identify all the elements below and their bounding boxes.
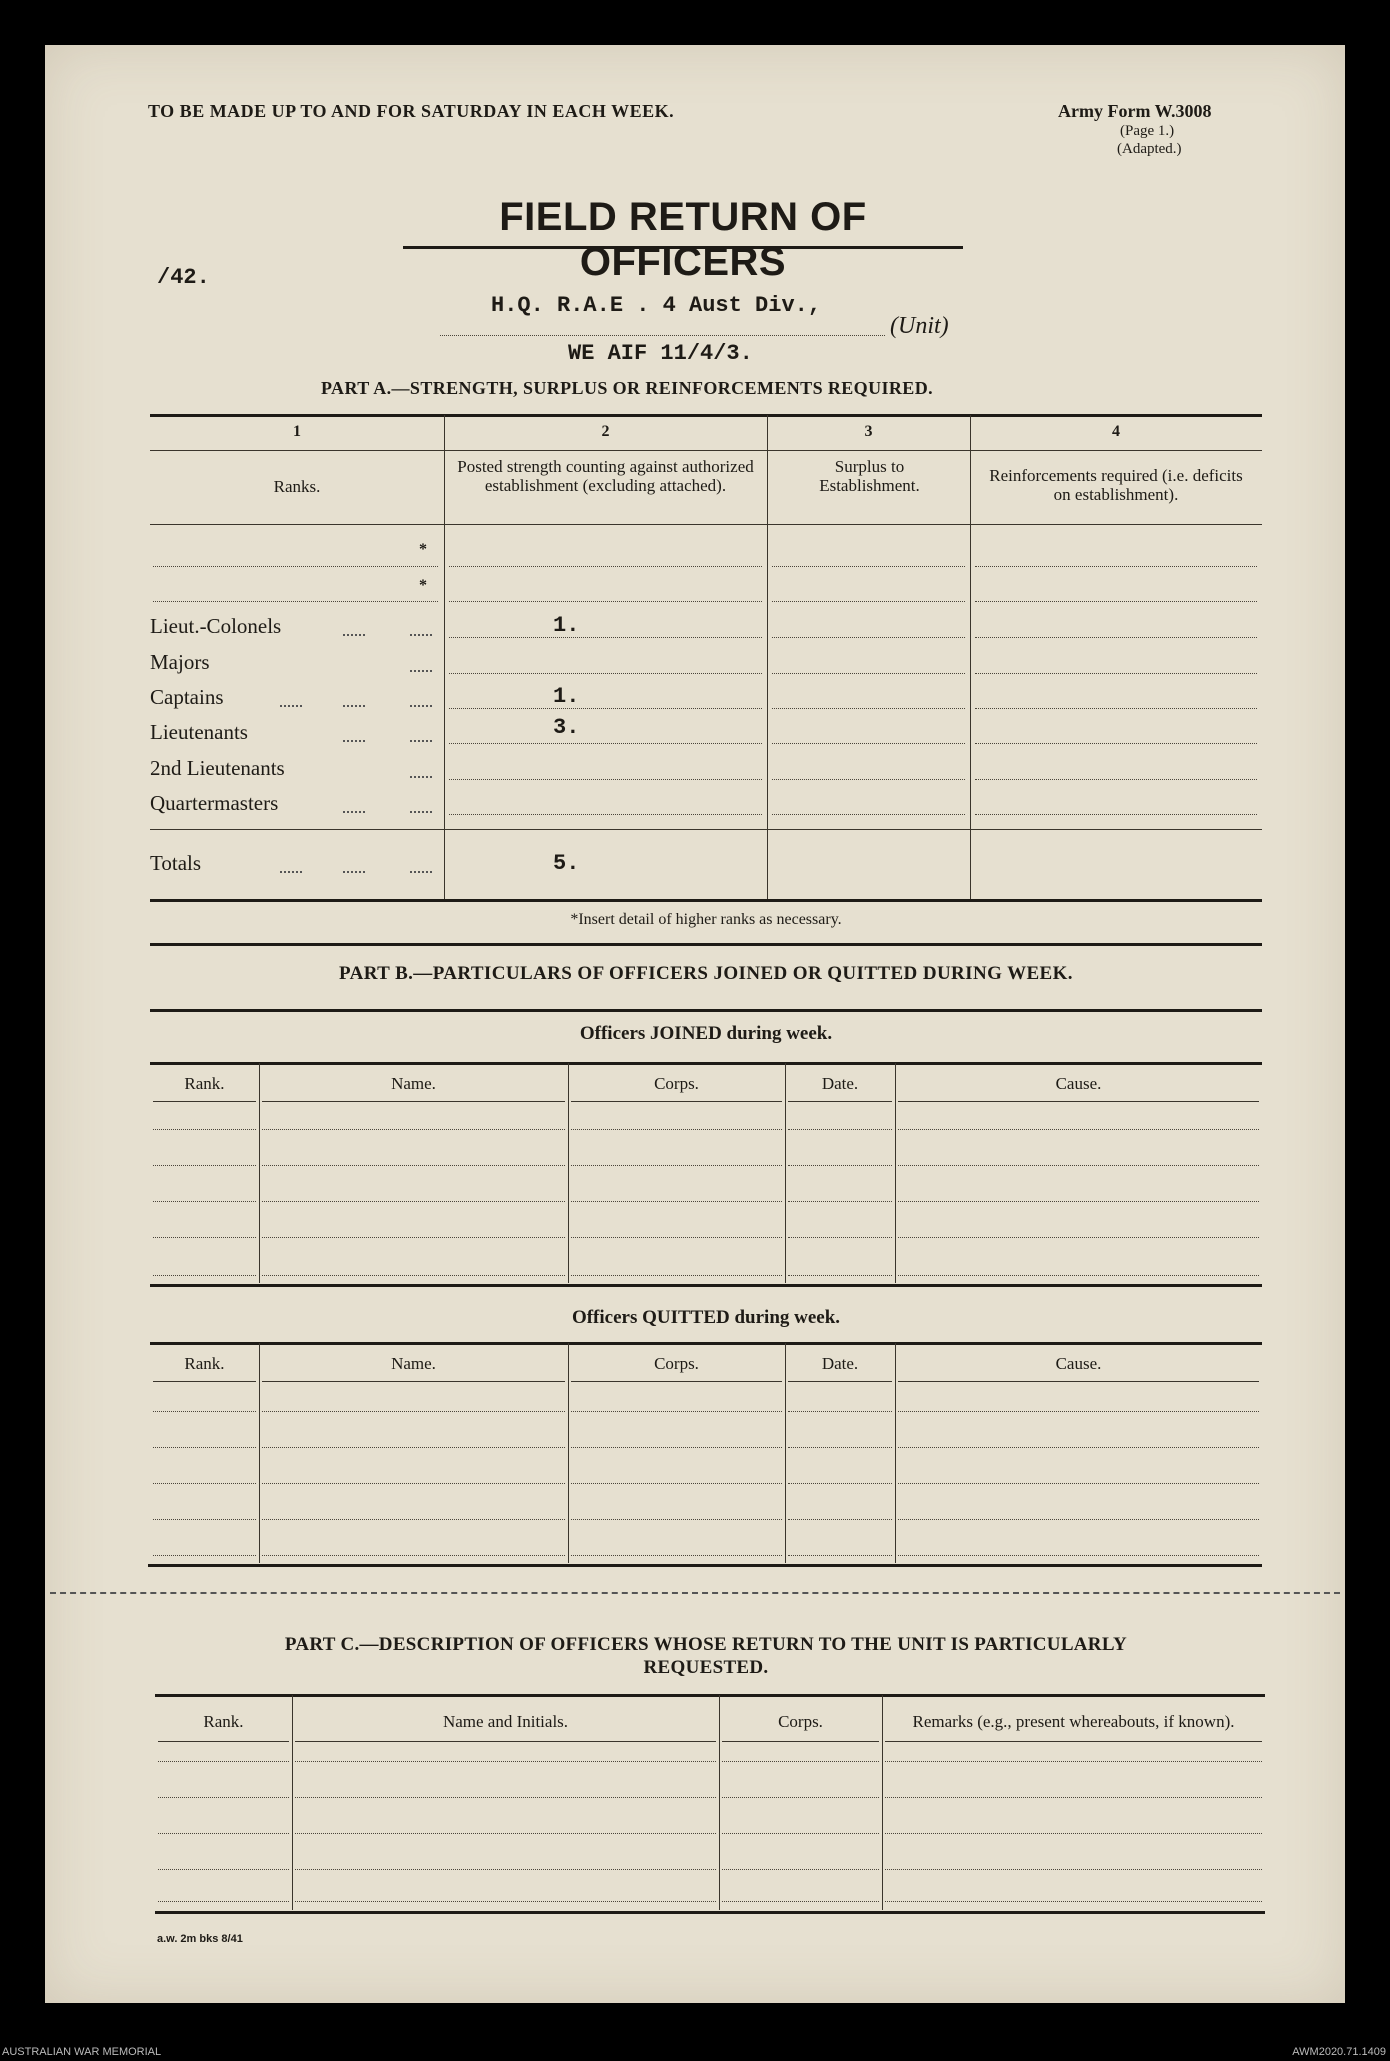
row-line xyxy=(571,1519,782,1520)
row-line xyxy=(262,1275,565,1276)
row-line xyxy=(153,1555,256,1556)
col-header-ranks: Ranks. xyxy=(273,477,321,496)
row-line xyxy=(885,1833,1262,1834)
row-line xyxy=(295,1833,716,1834)
strength-value: 3. xyxy=(553,715,580,740)
row-line xyxy=(975,566,1257,567)
row-line xyxy=(898,1411,1259,1412)
part-c-title xyxy=(150,1633,1262,1679)
column-divider xyxy=(259,1343,260,1563)
header-underline xyxy=(571,1101,782,1102)
date-fragment: /42. xyxy=(157,265,210,290)
form-title: FIELD RETURN OF OFFICERS xyxy=(499,195,867,284)
row-line xyxy=(262,1447,565,1448)
form-adapted: (Adapted.) xyxy=(1117,141,1182,157)
col-header-surplus: Surplus to Establishment. xyxy=(819,457,920,495)
row-line xyxy=(153,1165,256,1166)
row-line xyxy=(788,1201,892,1202)
part-c-title-line1: PART C.—DESCRIPTION OF OFFICERS WHOSE RETURN TO THE UNIT IS PARTICULARLY xyxy=(284,1634,1128,1655)
joined-bottom-rule xyxy=(150,1284,1262,1287)
row-line xyxy=(449,779,762,780)
row-line xyxy=(975,673,1257,674)
row-line xyxy=(975,708,1257,709)
row-line xyxy=(449,814,762,815)
instruction-text: TO BE MADE UP TO AND FOR SATURDAY IN EACH WEEK. xyxy=(148,101,675,121)
row-line xyxy=(571,1483,782,1484)
part-a-top-rule xyxy=(150,414,1262,417)
column-header: Corps. xyxy=(778,1712,823,1731)
column-header: Remarks (e.g., present whereabouts, if known). xyxy=(912,1712,1235,1731)
row-line xyxy=(153,1411,256,1412)
joined-title: Officers JOINED during week. xyxy=(579,1023,833,1044)
part-c-bottom-rule xyxy=(155,1911,1265,1914)
column-header: Corps. xyxy=(654,1354,699,1373)
column-header: Name. xyxy=(391,1074,436,1093)
header-underline xyxy=(262,1101,565,1102)
column-header: Date. xyxy=(821,1354,859,1373)
strength-value: 1. xyxy=(553,684,580,709)
row-line xyxy=(295,1797,716,1798)
row-line xyxy=(885,1901,1262,1902)
part-a-bottom-rule xyxy=(150,899,1262,902)
row-line xyxy=(898,1483,1259,1484)
rank-label: Captains xyxy=(150,685,224,709)
header-underline xyxy=(898,1381,1259,1382)
column-header: Rank. xyxy=(184,1074,225,1093)
row-line xyxy=(772,814,965,815)
row-line xyxy=(772,601,965,602)
row-line xyxy=(898,1237,1259,1238)
perforation-line xyxy=(50,1592,1340,1594)
row-line xyxy=(885,1761,1262,1762)
column-header: Name. xyxy=(391,1354,436,1373)
row-line xyxy=(571,1555,782,1556)
row-line xyxy=(772,708,965,709)
row-line xyxy=(722,1761,879,1762)
footer-accession: AWM2020.71.1409 xyxy=(1292,2046,1386,2058)
column-header: Name and Initials. xyxy=(442,1712,569,1731)
row-line xyxy=(153,601,438,602)
row-line xyxy=(153,1129,256,1130)
row-line xyxy=(262,1519,565,1520)
row-line xyxy=(295,1869,716,1870)
quitted-title: Officers QUITTED during week. xyxy=(571,1307,841,1328)
printer-mark: a.w. 2m bks 8/41 xyxy=(157,1933,243,1945)
leader-dots xyxy=(410,740,432,742)
col-number-rule xyxy=(150,450,1262,451)
row-line xyxy=(788,1275,892,1276)
row-line xyxy=(788,1165,892,1166)
unit-value: H.Q. R.A.E . 4 Aust Div., xyxy=(491,293,822,318)
row-line xyxy=(571,1201,782,1202)
unit-dotline xyxy=(440,335,885,336)
part-b-rule xyxy=(150,1009,1262,1012)
row-line xyxy=(158,1797,289,1798)
row-line xyxy=(885,1797,1262,1798)
row-line xyxy=(571,1237,782,1238)
row-line xyxy=(571,1165,782,1166)
row-line xyxy=(153,1447,256,1448)
row-line xyxy=(898,1129,1259,1130)
row-line xyxy=(975,743,1257,744)
column-header: Date. xyxy=(821,1074,859,1093)
row-line xyxy=(722,1901,879,1902)
totals-label: Totals xyxy=(150,851,202,875)
unit-label: (Unit) xyxy=(890,313,949,339)
column-divider xyxy=(568,1063,569,1283)
row-line xyxy=(449,601,762,602)
header-underline xyxy=(262,1381,565,1382)
leader-dots xyxy=(410,670,432,672)
column-divider xyxy=(259,1063,260,1283)
col-header-strength: Posted strength counting against authorized establishment (excluding attached). xyxy=(457,457,754,495)
row-line xyxy=(262,1129,565,1130)
quitted-bottom-rule xyxy=(148,1564,1262,1567)
header-underline xyxy=(898,1101,1259,1102)
header-underline xyxy=(295,1741,716,1742)
col-number: 2 xyxy=(601,423,610,440)
row-line xyxy=(772,566,965,567)
col-number: 4 xyxy=(1112,423,1120,440)
leader-dots xyxy=(410,705,432,707)
row-line xyxy=(449,566,762,567)
row-line xyxy=(571,1411,782,1412)
column-header: Rank. xyxy=(184,1354,225,1373)
row-line xyxy=(153,566,438,567)
header-underline xyxy=(885,1741,1262,1742)
form-page: (Page 1.) xyxy=(1120,123,1175,139)
rank-label: Lieutenants xyxy=(150,720,248,744)
row-line xyxy=(722,1869,879,1870)
header-underline xyxy=(788,1101,892,1102)
row-line xyxy=(158,1833,289,1834)
row-line xyxy=(885,1869,1262,1870)
row-line xyxy=(262,1237,565,1238)
row-line xyxy=(722,1797,879,1798)
leader-dots xyxy=(343,634,365,636)
row-line xyxy=(772,743,965,744)
part-c-top-rule xyxy=(155,1694,1265,1697)
row-line xyxy=(571,1447,782,1448)
joined-top-rule xyxy=(150,1062,1262,1065)
row-line xyxy=(449,637,762,638)
footnote: *Insert detail of higher ranks as necessary. xyxy=(570,911,842,928)
footer-credit: AUSTRALIAN WAR MEMORIAL xyxy=(2,2046,162,2058)
strength-value: 1. xyxy=(553,613,580,638)
row-line xyxy=(788,1237,892,1238)
row-line xyxy=(571,1129,782,1130)
row-line xyxy=(295,1761,716,1762)
row-line xyxy=(262,1555,565,1556)
leader-dots xyxy=(343,705,365,707)
header-underline xyxy=(722,1741,879,1742)
part-a-title: PART A.—STRENGTH, SURPLUS OR REINFORCEMENTS REQUIRED. xyxy=(321,378,933,398)
title-underline xyxy=(403,246,963,249)
row-line xyxy=(898,1519,1259,1520)
row-line xyxy=(975,637,1257,638)
col-number: 3 xyxy=(864,423,873,440)
leader-dots xyxy=(410,634,432,636)
row-line xyxy=(449,743,762,744)
rank-label: Quartermasters xyxy=(150,791,279,815)
row-line xyxy=(262,1483,565,1484)
part-b-title: PART B.—PARTICULARS OF OFFICERS JOINED OR QUITTED DURING WEEK. xyxy=(339,963,1073,984)
column-divider xyxy=(568,1343,569,1563)
leader-dots xyxy=(410,811,432,813)
form-number: Army Form W.3008 xyxy=(1058,101,1212,121)
row-line xyxy=(262,1165,565,1166)
row-line xyxy=(788,1447,892,1448)
row-line xyxy=(898,1275,1259,1276)
row-line xyxy=(788,1555,892,1556)
leader-dots xyxy=(410,776,432,778)
row-line xyxy=(158,1869,289,1870)
column-divider xyxy=(895,1343,896,1563)
unit-sub: WE AIF 11/4/3. xyxy=(568,341,753,366)
row-line xyxy=(153,1201,256,1202)
rank-label: 2nd Lieutenants xyxy=(150,756,285,780)
leader-dots xyxy=(410,871,432,873)
totals-value: 5. xyxy=(553,851,580,876)
quitted-top-rule xyxy=(150,1342,1262,1345)
leader-dots xyxy=(343,871,365,873)
row-line xyxy=(449,708,762,709)
row-line xyxy=(295,1901,716,1902)
form-sheet xyxy=(45,45,1345,2003)
col-header-reinforcements: Reinforcements required (i.e. deficits on establishment). xyxy=(989,466,1243,504)
row-line xyxy=(571,1275,782,1276)
footnote-rule xyxy=(150,943,1262,946)
star-marker: * xyxy=(419,541,427,558)
rank-label: Majors xyxy=(150,650,210,674)
row-line xyxy=(262,1201,565,1202)
header-underline xyxy=(571,1381,782,1382)
column-divider xyxy=(785,1063,786,1283)
star-marker: * xyxy=(419,577,427,594)
row-line xyxy=(722,1833,879,1834)
row-line xyxy=(898,1447,1259,1448)
col-number: 1 xyxy=(293,423,301,440)
header-underline xyxy=(788,1381,892,1382)
leader-dots xyxy=(280,871,302,873)
row-line xyxy=(449,673,762,674)
row-line xyxy=(262,1411,565,1412)
row-line xyxy=(153,1275,256,1276)
header-underline xyxy=(158,1741,289,1742)
row-line xyxy=(153,1237,256,1238)
totals-rule xyxy=(150,829,1262,830)
row-line xyxy=(898,1555,1259,1556)
row-line xyxy=(158,1761,289,1762)
col-header-rule xyxy=(150,524,1262,525)
header-underline xyxy=(153,1381,256,1382)
column-header: Corps. xyxy=(654,1074,699,1093)
row-line xyxy=(898,1165,1259,1166)
row-line xyxy=(788,1129,892,1130)
leader-dots xyxy=(343,740,365,742)
column-header: Cause. xyxy=(1055,1074,1102,1093)
row-line xyxy=(788,1483,892,1484)
row-line xyxy=(153,1483,256,1484)
header-underline xyxy=(153,1101,256,1102)
row-line xyxy=(975,601,1257,602)
row-line xyxy=(975,779,1257,780)
column-divider xyxy=(785,1343,786,1563)
row-line xyxy=(772,779,965,780)
row-line xyxy=(772,673,965,674)
row-line xyxy=(788,1411,892,1412)
row-line xyxy=(772,637,965,638)
row-line xyxy=(788,1519,892,1520)
row-line xyxy=(158,1901,289,1902)
row-line xyxy=(153,1519,256,1520)
column-header: Rank. xyxy=(203,1712,244,1731)
column-divider xyxy=(895,1063,896,1283)
column-header: Cause. xyxy=(1055,1354,1102,1373)
row-line xyxy=(975,814,1257,815)
rank-label: Lieut.-Colonels xyxy=(150,614,282,638)
row-line xyxy=(898,1201,1259,1202)
part-c-title-line2: REQUESTED. xyxy=(643,1657,769,1678)
leader-dots xyxy=(280,705,302,707)
leader-dots xyxy=(343,811,365,813)
